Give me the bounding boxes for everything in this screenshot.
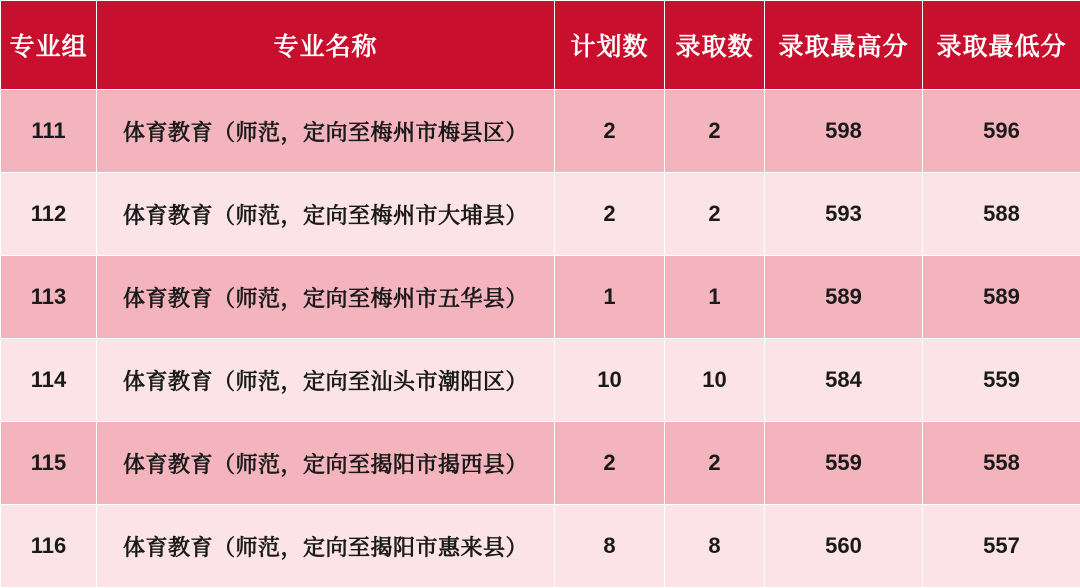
table-body <box>1 90 1080 588</box>
cell-max-score: 589 <box>765 256 923 339</box>
cell-min-score: 558 <box>923 422 1080 505</box>
column-header-plan-count: 计划数 <box>555 1 665 90</box>
cell-plan-count: 10 <box>555 339 665 422</box>
column-header-min-score: 录取最低分 <box>923 1 1080 90</box>
cell-plan-count: 8 <box>555 505 665 588</box>
table-header <box>1 1 1080 90</box>
column-header-group: 专业组 <box>1 1 97 90</box>
column-header-admitted-count: 录取数 <box>665 1 765 90</box>
table-header-row <box>1 1 1080 90</box>
cell-plan-count: 2 <box>555 173 665 256</box>
cell-max-score: 593 <box>765 173 923 256</box>
column-header-major-name: 专业名称 <box>97 1 555 90</box>
cell-min-score: 588 <box>923 173 1080 256</box>
table-row <box>1 422 1080 505</box>
cell-max-score: 559 <box>765 422 923 505</box>
cell-admitted-count: 2 <box>665 90 765 173</box>
cell-admitted-count: 1 <box>665 256 765 339</box>
cell-min-score: 596 <box>923 90 1080 173</box>
cell-major-name: 体育教育（师范，定向至梅州市五华县） <box>97 256 555 339</box>
cell-admitted-count: 2 <box>665 173 765 256</box>
cell-group: 114 <box>1 339 97 422</box>
cell-min-score: 589 <box>923 256 1080 339</box>
cell-admitted-count: 2 <box>665 422 765 505</box>
table-row <box>1 90 1080 173</box>
table-row <box>1 173 1080 256</box>
cell-major-name: 体育教育（师范，定向至汕头市潮阳区） <box>97 339 555 422</box>
cell-min-score: 559 <box>923 339 1080 422</box>
cell-max-score: 560 <box>765 505 923 588</box>
table-row <box>1 256 1080 339</box>
cell-plan-count: 2 <box>555 90 665 173</box>
cell-admitted-count: 10 <box>665 339 765 422</box>
cell-major-name: 体育教育（师范，定向至梅州市梅县区） <box>97 90 555 173</box>
cell-admitted-count: 8 <box>665 505 765 588</box>
column-header-max-score: 录取最高分 <box>765 1 923 90</box>
cell-group: 111 <box>1 90 97 173</box>
cell-max-score: 584 <box>765 339 923 422</box>
cell-group: 112 <box>1 173 97 256</box>
table-row <box>1 339 1080 422</box>
cell-group: 116 <box>1 505 97 588</box>
cell-plan-count: 1 <box>555 256 665 339</box>
cell-major-name: 体育教育（师范，定向至揭阳市惠来县） <box>97 505 555 588</box>
cell-major-name: 体育教育（师范，定向至揭阳市揭西县） <box>97 422 555 505</box>
table-row <box>1 505 1080 588</box>
cell-group: 115 <box>1 422 97 505</box>
cell-max-score: 598 <box>765 90 923 173</box>
cell-min-score: 557 <box>923 505 1080 588</box>
cell-group: 113 <box>1 256 97 339</box>
cell-major-name: 体育教育（师范，定向至梅州市大埔县） <box>97 173 555 256</box>
cell-plan-count: 2 <box>555 422 665 505</box>
